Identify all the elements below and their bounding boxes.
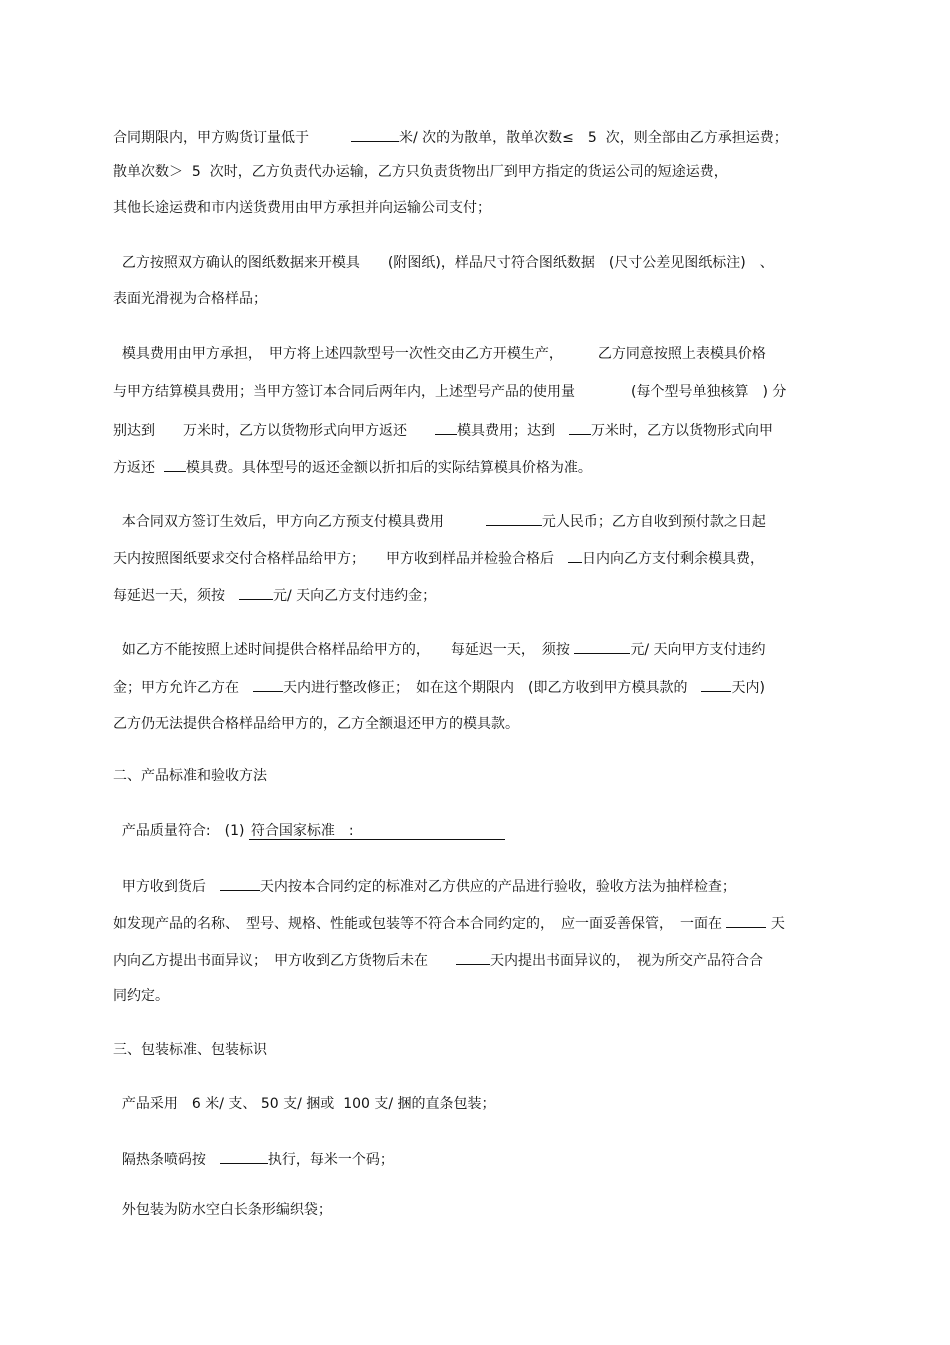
rectify-days-blank (253, 677, 283, 692)
prepay-line-2: 天内按照图纸要求交付合格样品给甲方； 甲方收到样品并检验合格后 日内向乙方支付剩余模具费， (113, 548, 764, 566)
penalty-blank-2 (574, 639, 630, 654)
freight-line-3: 其他长途运费和市内送货费用由甲方承担并向运输公司支付； (113, 200, 491, 216)
prepay-line-1: 本合同双方签订生效后，甲方向乙方预支付模具费用 元人民币；乙方自收到预付款之日起 (113, 511, 766, 529)
freight-line-2: 散单次数＞ 5 次时，乙方负责代办运输，乙方只负责货物出厂到甲方指定的货运公司的短途运费， (113, 164, 728, 180)
prepay-line-3: 每延迟一天，须按 元/ 天向乙方支付违约金； (113, 585, 436, 603)
refund-blank-2 (164, 457, 186, 472)
refund-blank-1 (435, 420, 457, 435)
inspection-line-4: 同约定。 (113, 988, 169, 1004)
written-objection-days-blank (456, 950, 490, 965)
mold-cost-line-2: 与甲方结算模具费用；当甲方签订本合同后两年内，上述型号产品的使用量 (每个型号单独核算 ) 分 (113, 384, 787, 400)
mold-drawing-line-2: 表面光滑视为合格样品； (113, 291, 267, 307)
packaging-line-1: 产品采用 6 米/ 支、 50 支/ 捆或 100 支/ 捆的直条包装； (113, 1096, 496, 1112)
packaging-line-2: 隔热条喷码按 执行，每米一个码； (113, 1149, 394, 1167)
objection-days-blank (726, 913, 766, 928)
section-2-heading: 二、产品标准和验收方法 (113, 768, 267, 784)
prepay-amount-blank (486, 511, 542, 526)
inspection-days-blank (220, 876, 260, 891)
quality-standard-line: 产品质量符合: (1) 符合国家标准 : (113, 822, 505, 840)
inspection-line-1: 甲方收到货后 天内按本合同约定的标准对乙方供应的产品进行验收，验收方法为抽样检查； (113, 876, 736, 894)
print-code-blank (220, 1149, 268, 1164)
sample-delay-line-2: 金；甲方允许乙方在 天内进行整改修正； 如在这个期限内 (即乙方收到甲方模具款的 天内) (113, 677, 765, 695)
inspection-line-3: 内向乙方提出书面异议； 甲方收到乙方货物后未在 天内提出书面异议的， 视为所交产品符合合 (113, 950, 763, 968)
quality-standard-value: 符合国家标准 : (249, 823, 505, 840)
mold-cost-line-3: 别达到 万米时，乙方以货物形式向甲方返还 模具费用；达到 万米时，乙方以货物形式向甲 (113, 420, 773, 438)
packaging-line-3: 外包装为防水空白长条形编织袋； (113, 1202, 332, 1218)
payment-days-blank (568, 548, 582, 563)
sample-delay-line-3: 乙方仍无法提供合格样品给甲方的，乙方全额退还甲方的模具款。 (113, 716, 519, 732)
mold-cost-line-1: 模具费用由甲方承担， 甲方将上述四款型号一次性交由乙方开模生产， 乙方同意按照上表模具价格 (113, 346, 766, 362)
section-3-heading: 三、包装标准、包装标识 (113, 1042, 267, 1058)
mold-drawing-line-1: 乙方按照双方确认的图纸数据来开模具 (附图纸)，样品尺寸符合图纸数据 (尺寸公差见图纸标注) 、 (113, 255, 774, 271)
penalty-blank-1 (239, 585, 273, 600)
mold-cost-line-4: 方返还 模具费。具体型号的返还金额以折扣后的实际结算模具价格为准。 (113, 457, 592, 475)
sample-delay-line-1: 如乙方不能按照上述时间提供合格样品给甲方的， 每延迟一天， 须按 元/ 天向甲方支付违约 (113, 639, 766, 657)
order-quantity-blank (351, 127, 399, 142)
inspection-line-2: 如发现产品的名称、 型号、规格、性能或包装等不符合本合同约定的， 应一面妥善保管， 一面在 天 (113, 913, 785, 931)
quantity-blank-2 (569, 420, 591, 435)
deadline-days-blank (701, 677, 731, 692)
freight-line-1: 合同期限内，甲方购货订量低于 米/ 次的为散单，散单次数≤ 5 次，则全部由乙方承担运费； (113, 127, 788, 145)
